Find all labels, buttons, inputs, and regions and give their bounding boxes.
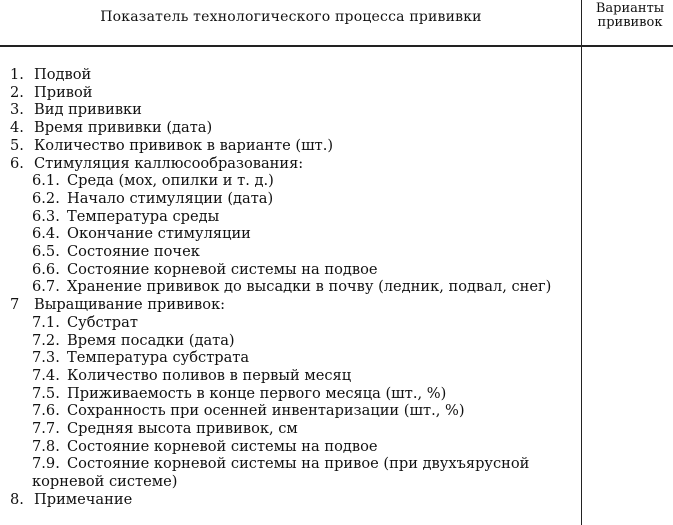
header-indicator-title: Показатель технологического процесса прививки: [100, 9, 482, 25]
header-variants-line-1: Варианты: [595, 1, 665, 16]
item-number: 6.2.: [32, 189, 60, 207]
list-item: [10, 261, 580, 279]
item-text: Состояние почек: [67, 243, 200, 261]
list-item: [10, 438, 580, 456]
list-item: [10, 278, 580, 296]
list-item: [10, 349, 580, 367]
item-text: Среда (мох, опилки и т. д.): [67, 172, 274, 190]
list-item: [10, 66, 580, 84]
header-variants-title: [587, 2, 673, 30]
body-column-divider: [581, 47, 582, 525]
item-text: Выращивание прививок:: [34, 296, 226, 314]
item-text: Приживаемость в конце первого месяца (шт., %): [67, 384, 447, 402]
item-number: 5.: [10, 136, 24, 154]
list-item: [10, 314, 580, 332]
list-item: [10, 455, 580, 490]
list-item: [10, 208, 580, 226]
list-item: [10, 402, 580, 420]
item-text: Время прививки (дата): [34, 119, 213, 137]
item-text: Время посадки (дата): [67, 331, 235, 349]
item-text: Состояние корневой системы на подвое: [67, 437, 378, 455]
list-item: [10, 296, 580, 314]
list-item: [10, 119, 580, 137]
list-item: [10, 155, 580, 173]
header-variants-line-2: прививок: [597, 15, 663, 30]
item-number: 2.: [10, 83, 24, 101]
list-item: [10, 243, 580, 261]
item-number: 6.5.: [32, 243, 60, 261]
list-item: [10, 367, 580, 385]
item-text: Сохранность при осенней инвентаризации (шт., %): [67, 402, 465, 420]
item-text: Температура субстрата: [67, 349, 250, 367]
item-number: 7.4.: [32, 366, 60, 384]
item-number: 7.7.: [32, 420, 60, 438]
list-item: [10, 84, 580, 102]
item-text: Примечание: [34, 490, 133, 508]
item-text: Количество поливов в первый месяц: [67, 366, 352, 384]
item-text: Начало стимуляции (дата): [67, 189, 274, 207]
item-number: 6.4.: [32, 225, 60, 243]
item-number: 6.3.: [32, 207, 60, 225]
list-item: [10, 172, 580, 190]
item-text: Привой: [34, 83, 93, 101]
indicator-list: [10, 66, 580, 509]
list-item: [10, 385, 580, 403]
item-text: Состояние корневой системы на привое (при двухъярусной корневой системе): [32, 455, 530, 491]
item-number: 7.3.: [32, 349, 60, 367]
item-number: 6.1.: [32, 172, 60, 190]
item-text: Средняя высота прививок, см: [67, 420, 298, 438]
item-number: 7.2.: [32, 331, 60, 349]
header-bottom-rule: [0, 45, 673, 47]
item-text: Подвой: [34, 66, 92, 83]
item-number: 7.6.: [32, 402, 60, 420]
list-item: [10, 101, 580, 119]
item-text: Вид прививки: [34, 101, 142, 119]
item-text: Температура среды: [67, 207, 220, 225]
item-number: 7.8.: [32, 437, 60, 455]
item-number: 6.: [10, 154, 24, 172]
item-text: Окончание стимуляции: [67, 225, 251, 243]
item-number: 1.: [10, 66, 24, 83]
item-number: 4.: [10, 119, 24, 137]
list-item: [10, 332, 580, 350]
item-number: 6.7.: [32, 278, 60, 296]
item-number: 7.5.: [32, 384, 60, 402]
item-number: 3.: [10, 101, 24, 119]
item-text: Хранение прививок до высадки в почву (ледник, подвал, снег): [67, 278, 552, 296]
item-text: Субстрат: [67, 313, 138, 331]
item-number: 8.: [10, 490, 24, 508]
list-item: [10, 190, 580, 208]
list-item: [10, 491, 580, 509]
item-number: 7.9.: [32, 455, 60, 473]
table-header: [0, 0, 673, 46]
item-number: 6.6.: [32, 260, 60, 278]
item-number: 7: [10, 296, 20, 314]
item-text: Состояние корневой системы на подвое: [67, 260, 378, 278]
list-item: [10, 225, 580, 243]
item-text: Стимуляция каллюсообразования:: [34, 154, 304, 172]
item-text: Количество прививок в варианте (шт.): [34, 136, 334, 154]
list-item: [10, 137, 580, 155]
list-item: [10, 420, 580, 438]
item-number: 7.1.: [32, 313, 60, 331]
header-column-divider: [581, 0, 582, 46]
